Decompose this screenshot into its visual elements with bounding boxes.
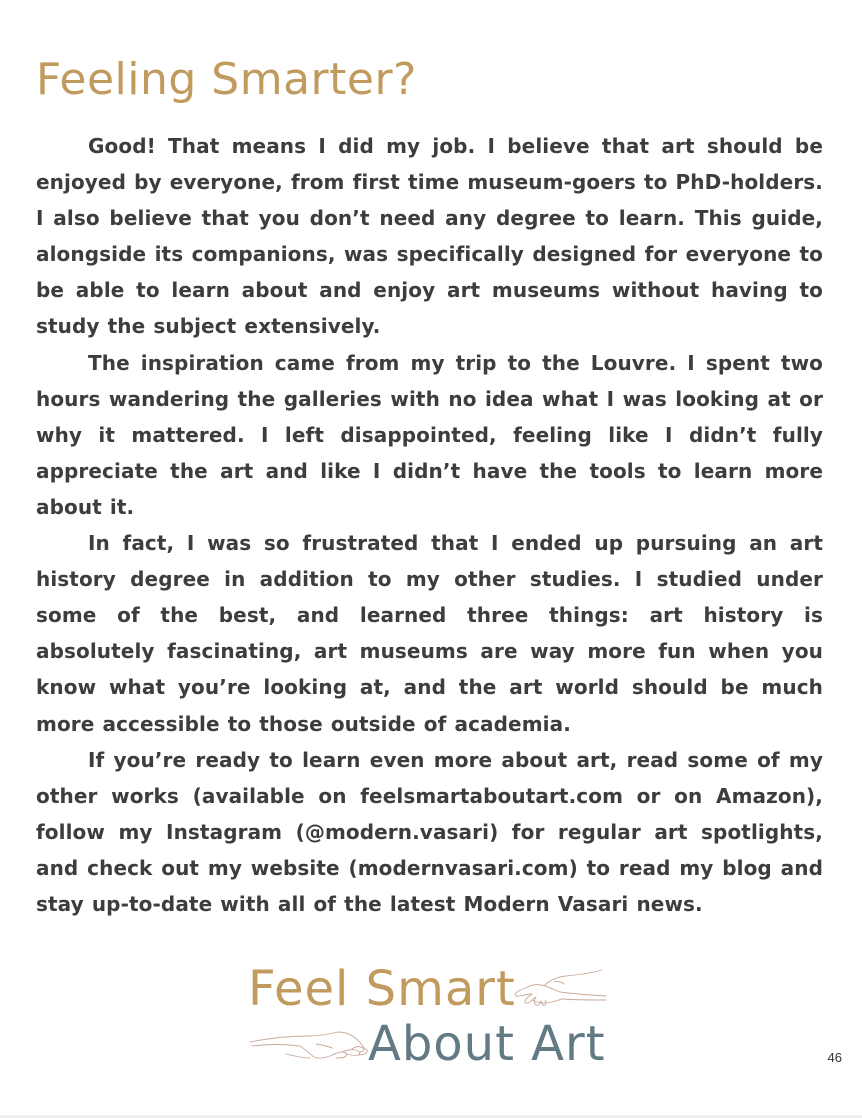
logo-line-feel-smart: Feel Smart: [248, 961, 516, 1017]
paragraph-3: In fact, I was so frustrated that I ended up pursuing an art history degree in addition to my other studies. I studied under some of the best, and learned three things: art history is absolutely fascinating, art museums are way more fun when you know what you’re looking at, and the art world should be much more accessible to those outside of academia.: [36, 531, 823, 736]
paragraph-1: Good! That means I did my job. I believe that art should be enjoyed by everyone, from first time museum-goers to PhD-holders. I also believe that you don’t need any degree to learn. This guide, alongside its companions, was specifically designed for everyone to be able to learn about and enjoy art museums without having to study the subject extensively.: [36, 134, 823, 339]
paragraph-4: If you’re ready to learn even more about art, read some of my other works (available on feelsmartaboutart.com or on Amazon), follow my Instagram (@modern.vasari) for regular art spotlights, and check out my website (modernvasari.com) to read my blog and stay up-to-date with all of the latest Modern Vasari news.: [36, 747, 823, 916]
page-number: 46: [827, 1050, 842, 1065]
logo-line-about-art: About Art: [368, 1016, 606, 1072]
body-text: [36, 128, 823, 922]
paragraph-2: The inspiration came from my trip to the Louvre. I spent two hours wandering the galleries with no idea what I was looking at or why it mattered. I left disappointed, feeling like I didn’t fully appreciate the art and like I didn’t have the tools to learn more about it.: [36, 350, 823, 519]
feel-smart-about-art-logo: [246, 958, 626, 1078]
reaching-hand-top-icon: [508, 962, 608, 1012]
page-title: Feeling Smarter?: [36, 54, 417, 105]
reaching-hand-bottom-icon: [246, 1024, 370, 1064]
